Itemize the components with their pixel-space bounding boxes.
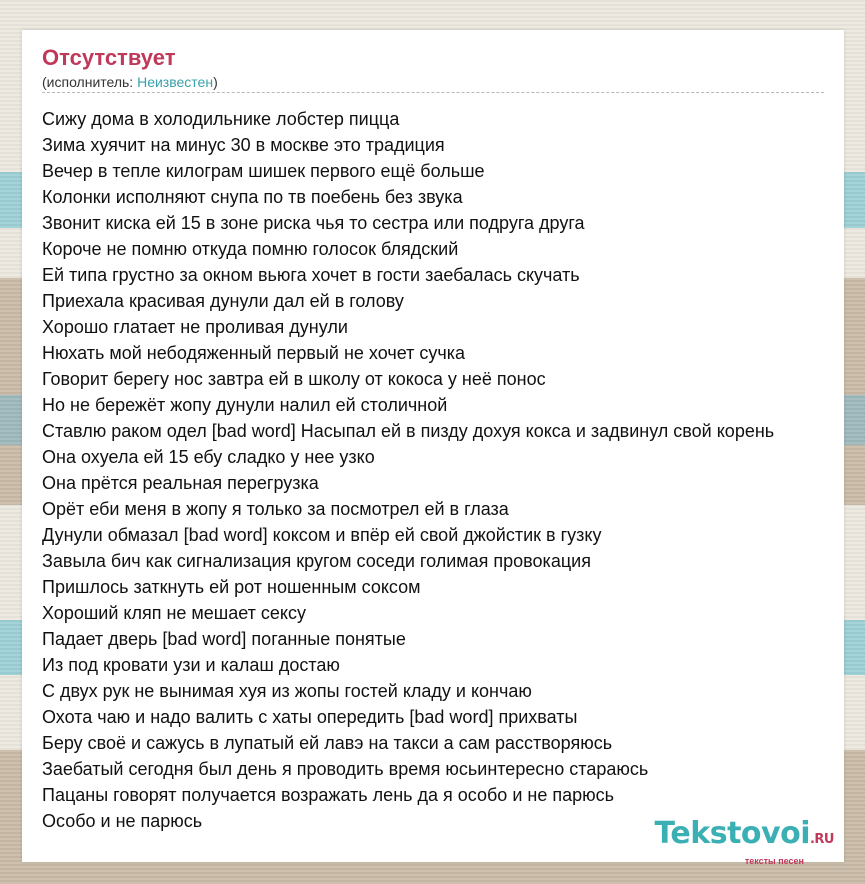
lyric-line: Нюхать мой небодяженный первый не хочет сучка: [42, 343, 466, 363]
lyric-line: Охота чаю и надо валить с хаты опередить [bad word] прихваты: [42, 707, 578, 727]
artist-prefix: (исполнитель:: [42, 74, 138, 90]
header-divider: [42, 92, 824, 93]
lyric-line: Беру своё и сажусь в лупатый ей лавэ на такси а сам расстворяюсь: [42, 733, 613, 753]
lyric-line: Но не бережёт жопу дунули налил ей столичной: [42, 395, 448, 415]
lyric-line: Ставлю раком одел [bad word] Насыпал ей в пизду дохуя кокса и задвинул свой корень: [42, 421, 775, 441]
lyric-line: Заебатый сегодня был день я проводить время юсьинтересно стараюсь: [42, 759, 649, 779]
logo-tld: .RU: [809, 832, 834, 847]
lyric-line: Орёт еби меня в жопу я только за посмотрел ей в глаза: [42, 499, 509, 519]
lyric-line: Звонит киска ей 15 в зоне риска чья то сестра или подруга друга: [42, 213, 585, 233]
song-header: [42, 44, 824, 92]
lyric-line: Завыла бич как сигнализация кругом соседи голимая провокация: [42, 551, 591, 571]
lyrics-card: [22, 30, 844, 866]
artist-link[interactable]: Неизвестен: [137, 74, 214, 90]
logo-wordmark: [614, 818, 834, 856]
artist-line: [42, 72, 824, 92]
site-logo[interactable]: [614, 818, 834, 866]
lyric-line: Она прётся реальная перегрузка: [42, 473, 319, 493]
song-title: Отсутствует: [42, 45, 176, 70]
lyric-line: Приехала красивая дунули дал ей в голову: [42, 291, 404, 311]
lyric-line: С двух рук не вынимая хуя из жопы гостей кладу и кончаю: [42, 681, 532, 701]
lyric-line: Сижу дома в холодильнике лобстер пицца: [42, 109, 400, 129]
lyric-line: Она охуела ей 15 ебу сладко у нее узко: [42, 447, 375, 467]
lyric-line: Дунули обмазал [bad word] коксом и впёр ей свой джойстик в гузку: [42, 525, 602, 545]
lyric-line: Хорошо глатает не проливая дунули: [42, 317, 348, 337]
lyric-line: Ей типа грустно за окном вьюга хочет в гости заебалась скучать: [42, 265, 580, 285]
lyric-line: Зима хуячит на минус 30 в москве это традиция: [42, 135, 445, 155]
lyric-line: Колонки исполняют снупа по тв поебень без звука: [42, 187, 463, 207]
logo-subtitle: тексты песен: [744, 856, 804, 866]
lyric-line: Короче не помню откуда помню голосок блядский: [42, 239, 459, 259]
artist-suffix: ): [213, 74, 218, 90]
lyrics-list: [42, 106, 842, 834]
lyric-line: Особо и не парюсь: [42, 811, 203, 831]
lyric-line: Из под кровати узи и калаш достаю: [42, 655, 340, 675]
lyric-line: Пацаны говорят получается возражать лень да я особо и не парюсь: [42, 785, 614, 805]
lyric-line: Вечер в тепле килограм шишек первого ещё больше: [42, 161, 485, 181]
lyric-line: Хороший кляп не мешает сексу: [42, 603, 306, 623]
lyric-line: Пришлось заткнуть ей рот ношенным соксом: [42, 577, 421, 597]
lyric-line: Говорит берегу нос завтра ей в школу от кокоса у неё понос: [42, 369, 546, 389]
lyric-line: Падает дверь [bad word] поганные понятые: [42, 629, 406, 649]
logo-main-text: Tekstovoi: [654, 816, 810, 851]
